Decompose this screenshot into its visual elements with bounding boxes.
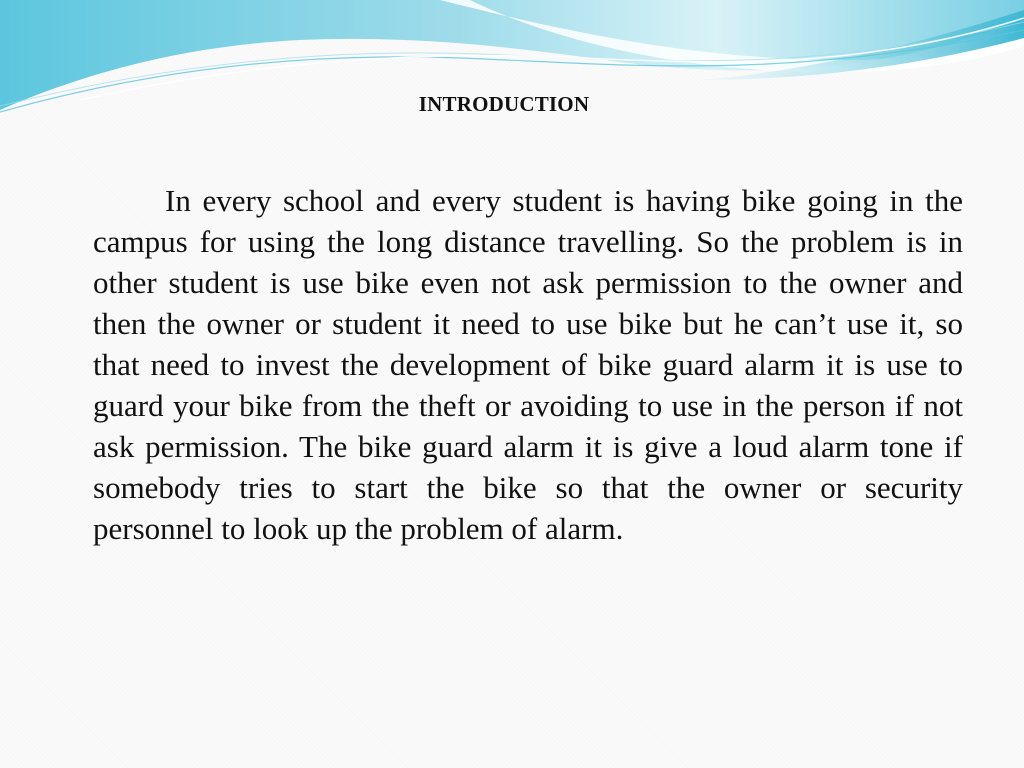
body-paragraph: In every school and every student is having bike going in the campus for using the long distance travelling. So the problem is in other student is use bike even not ask permission to the owner and then the owner or student it need to use bike but he can’t use it, so that need to invest the development of bike guard alarm it is use to guard your bike from the theft or avoiding to use in the person if not ask permission. The bike guard alarm it is give a loud alarm tone if somebody tries to start the bike so that the owner or security personnel to look up the problem of alarm. (93, 183, 963, 546)
slide-title: INTRODUCTION (418, 92, 590, 116)
